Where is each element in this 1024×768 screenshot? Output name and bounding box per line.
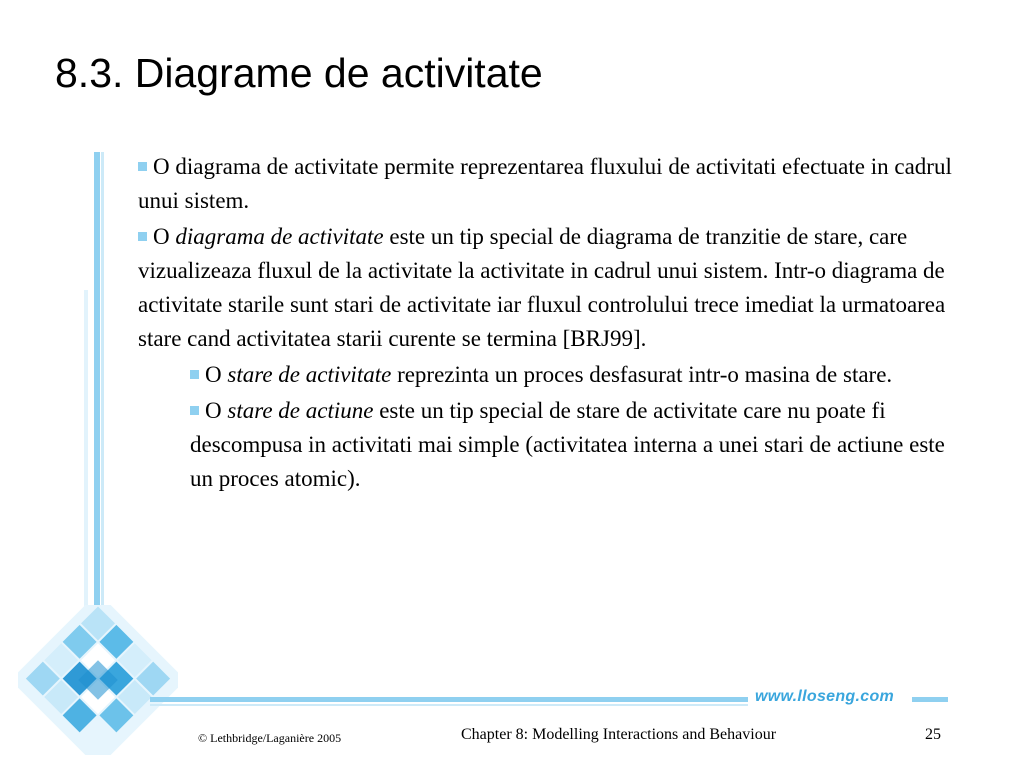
bullet-term: stare de actiune (227, 398, 374, 423)
accent-horizontal-line-light (150, 704, 748, 706)
bullet-term: stare de activitate (227, 362, 392, 387)
mosaic-logo-icon (18, 605, 178, 755)
decorative-side-bar (84, 290, 88, 620)
sub-bullet-item (190, 394, 970, 496)
footer-copyright: © Lethbridge/Laganière 2005 (198, 731, 342, 745)
bullet-text: O diagrama de activitate permite reprezentarea fluxului de activitati efectuate in cadrul unui sistem. (138, 154, 952, 213)
bullet-text: O (205, 362, 228, 387)
sub-bullet-item (190, 358, 970, 392)
square-bullet-icon (138, 232, 147, 241)
square-bullet-icon (138, 162, 147, 171)
footer-chapter-title: Chapter 8: Modelling Interactions and Behaviour (461, 726, 777, 743)
accent-horizontal-line-tail (912, 697, 948, 702)
bullet-item (138, 220, 978, 356)
accent-horizontal-line (150, 697, 748, 702)
bullet-item (138, 150, 978, 218)
slide-body (138, 150, 978, 498)
square-bullet-icon (190, 370, 199, 379)
square-bullet-icon (190, 406, 199, 415)
bullet-text: este un tip special de stare de activitate care nu poate fi descompusa in activitati mai simple (activitatea interna a unei stari de actiune este un proces atomic). (190, 398, 945, 491)
bullet-term: diagrama de activitate (175, 224, 384, 249)
bullet-text: O (153, 224, 176, 249)
bullet-text: reprezinta un proces desfasurat intr-o masina de stare. (391, 362, 893, 387)
footer-page-number: 25 (925, 726, 941, 743)
bullet-text: este un tip special de diagrama de tranzitie de stare, care vizualizeaza fluxul de la activitate la activitate in cadrul unui sistem. Intr-o diagrama de activitate starile sunt stari de activitate iar fluxul controlului trece imediat la urmatoarea stare cand activitatea starii curente se termina [BRJ99]. (138, 224, 946, 351)
slide-title: 8.3. Diagrame de activitate (55, 50, 543, 96)
bullet-text: O (205, 398, 228, 423)
website-url: www.lloseng.com (755, 688, 895, 705)
